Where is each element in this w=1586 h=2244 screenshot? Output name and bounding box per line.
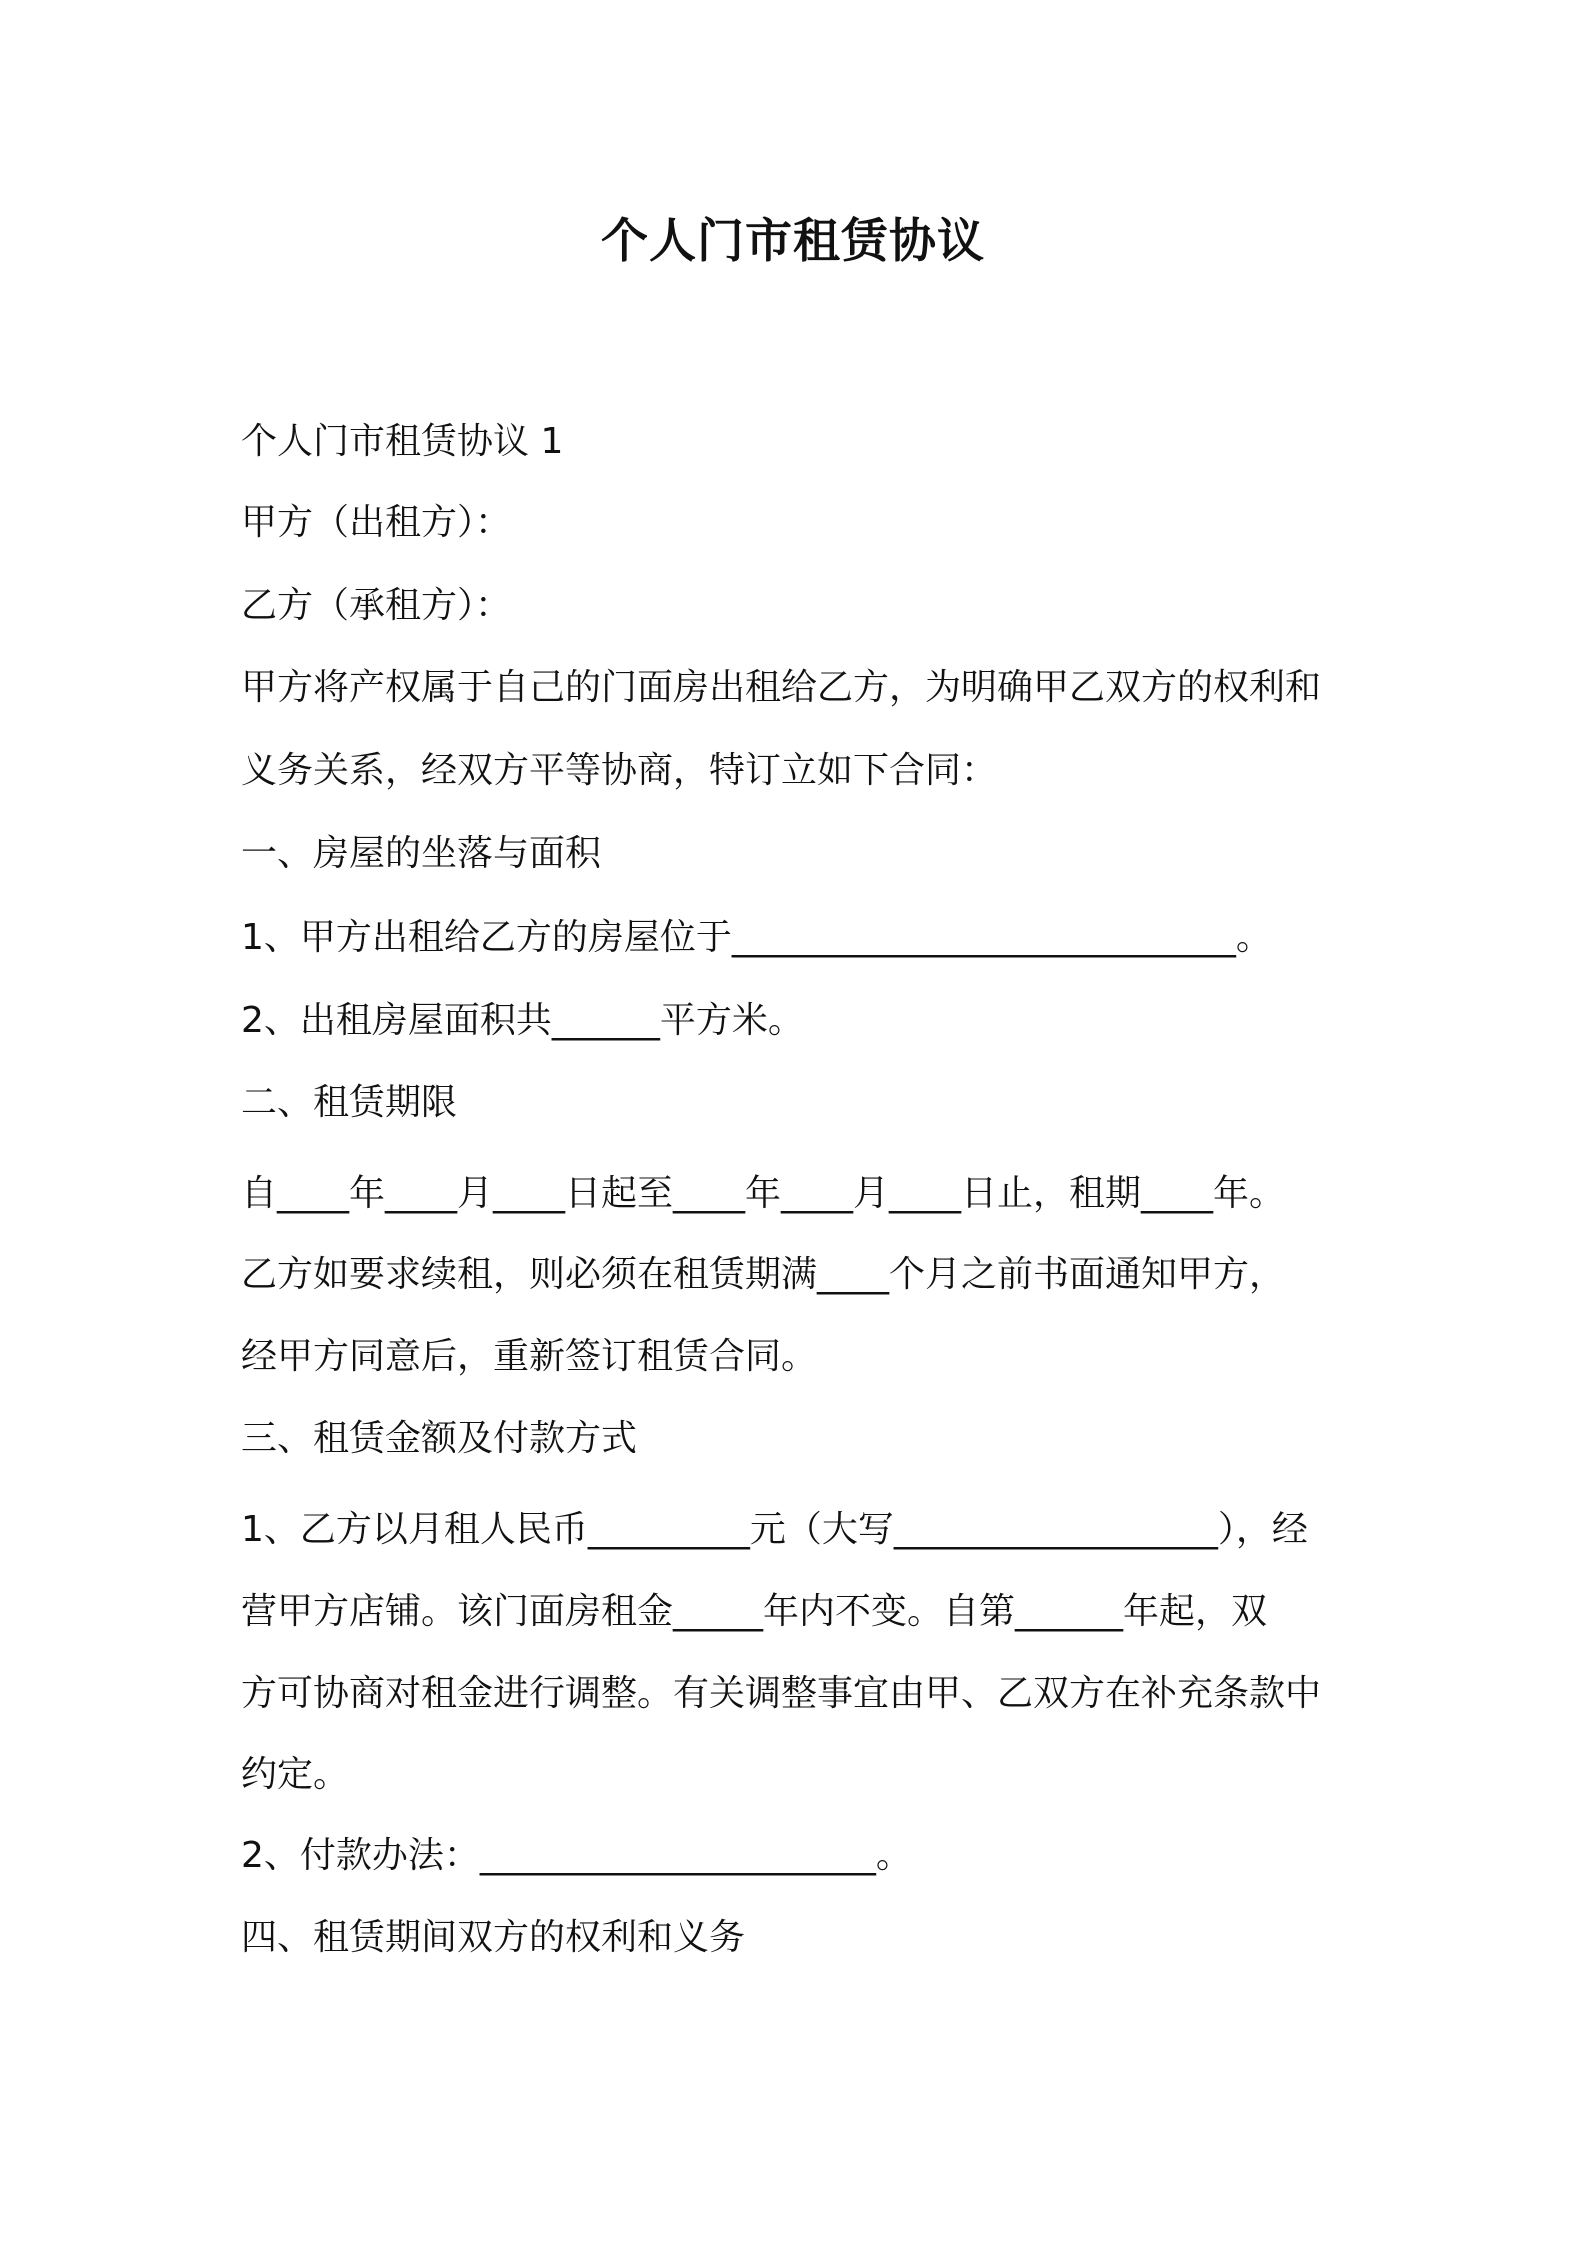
clause-3-1-line-2: 营甲方店铺。该门面房租金_____年内不变。自第______年起，双	[241, 1591, 1268, 1632]
party-b-line: 乙方（承租方）：	[241, 585, 512, 626]
section-3-heading: 三、租赁金额及付款方式	[241, 1418, 638, 1459]
section-4-heading: 四、租赁期间双方的权利和义务	[241, 1917, 746, 1958]
clause-1-2: 2、出租房屋面积共______平方米。	[241, 1000, 804, 1041]
clause-3-1-line-4: 约定。	[241, 1754, 350, 1795]
clause-1-1: 1、甲方出租给乙方的房屋位于____________________________。	[241, 917, 1272, 958]
agreement-subtitle: 个人门市租赁协议 1	[241, 421, 564, 462]
document-title: 个人门市租赁协议	[601, 214, 985, 269]
preamble-line-1: 甲方将产权属于自己的门面房出租给乙方，为明确甲乙双方的权利和	[241, 667, 1322, 708]
section-1-heading: 一、房屋的坐落与面积	[241, 833, 602, 874]
renewal-line-1: 乙方如要求续租，则必须在租赁期满____个月之前书面通知甲方，	[241, 1254, 1286, 1295]
clause-3-2: 2、付款办法：______________________。	[241, 1835, 912, 1876]
renewal-line-2: 经甲方同意后，重新签订租赁合同。	[241, 1336, 818, 1377]
party-a-line: 甲方（出租方）：	[241, 502, 512, 543]
lease-term-line: 自____年____月____日起至____年____月____日止，租期____年。	[241, 1173, 1286, 1214]
clause-3-1-line-1: 1、乙方以月租人民币_________元（大写__________________），经	[241, 1509, 1308, 1550]
clause-3-1-line-3: 方可协商对租金进行调整。有关调整事宜由甲、乙双方在补充条款中	[241, 1673, 1322, 1714]
preamble-line-2: 义务关系，经双方平等协商，特订立如下合同：	[241, 750, 998, 791]
section-2-heading: 二、租赁期限	[241, 1082, 458, 1123]
